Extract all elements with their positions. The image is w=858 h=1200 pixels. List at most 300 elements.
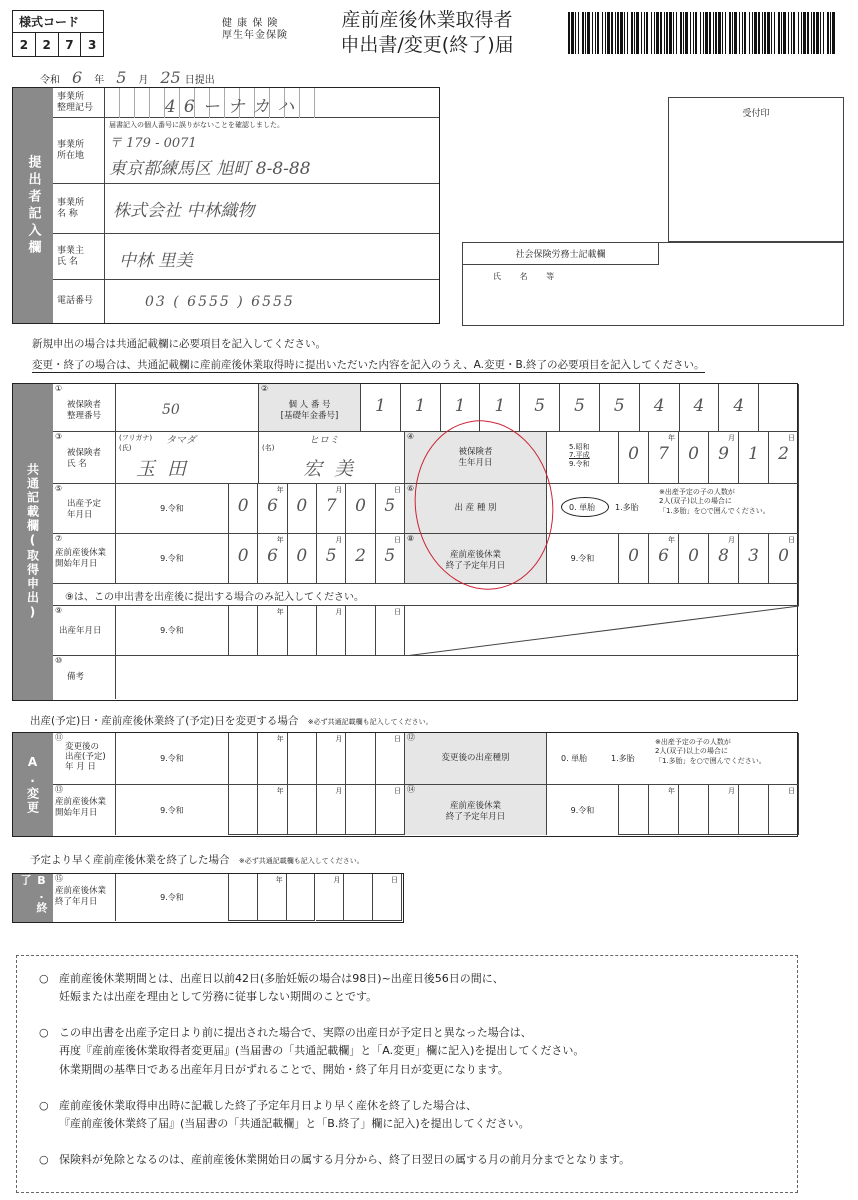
digit-value: 6 xyxy=(267,546,278,566)
f8-date-digits[interactable] xyxy=(619,534,799,584)
bullet-icon: ○ xyxy=(39,972,49,985)
digit-cell[interactable] xyxy=(769,534,799,584)
digit-value: 4 xyxy=(693,396,705,416)
barcode-bar xyxy=(664,12,665,54)
barcode-bar xyxy=(644,12,645,54)
digit-value: 0 xyxy=(237,496,249,516)
f14-era: 9.令和 xyxy=(547,785,619,835)
sectA-intro xyxy=(30,713,433,728)
barcode-bar xyxy=(758,12,760,54)
digit-cell[interactable] xyxy=(258,484,287,534)
submitter-section xyxy=(12,87,440,324)
digit-value: 4 xyxy=(653,396,665,416)
digit-cell[interactable] xyxy=(401,384,441,432)
bottom-note-4-line1: 保険料が免除となるのは、産前産後休業開始日の属する月分から、終了日翌日の属する月の前月分までとなります。 xyxy=(59,1152,631,1166)
form-code-box xyxy=(12,10,104,57)
f6-opt-single[interactable]: 0. 単胎 xyxy=(569,503,596,512)
digit-value: 6 xyxy=(658,546,669,566)
barcode-bar xyxy=(709,12,711,54)
digit-cell[interactable] xyxy=(619,432,649,484)
sectB-intro xyxy=(30,852,364,867)
digit-cell[interactable] xyxy=(739,534,769,584)
digit-value: 5 xyxy=(325,546,337,566)
barcode-bar xyxy=(752,12,753,54)
digit-value: 2 xyxy=(355,546,366,566)
date-unit-mark: 月 xyxy=(335,608,343,616)
f9-note-row xyxy=(53,584,799,606)
barcode-bar xyxy=(718,12,721,54)
barcode-bar xyxy=(793,12,795,54)
bottom-note-3-line2: 『産前産後休業終了届』(当届書の「共通記載欄」と「B.終了」欄に記入)を提出してください。 xyxy=(59,1116,530,1130)
barcode-bar xyxy=(607,12,610,54)
bottom-note-2-line2: 再度『産前産後休業取得者変更届』(当届書の「共通記載欄」と「A.変更」欄に記入)を提出してください。 xyxy=(59,1044,585,1058)
sectB-intro-text: 予定より早く産前産後休業を終了した場合 xyxy=(30,854,230,866)
barcode-bar xyxy=(830,12,831,54)
address-note: 届書記入の個人番号に誤りがないことを確認しました。 xyxy=(109,121,284,129)
f2-label: 個 人 番 号 [基礎年金番号] xyxy=(280,399,339,421)
common-side-label: 共通記載欄(取得申出) xyxy=(13,384,53,700)
barcode-bar xyxy=(685,12,688,54)
f5-label: 出産予定 年月日 xyxy=(67,499,102,520)
barcode-bar xyxy=(788,12,789,54)
sectB-intro-note: ※必ず共通記載欄も記入してください。 xyxy=(238,857,364,865)
bottom-note-1-line2: 妊娠または出産を理由として労務に従事しない期間のことです。 xyxy=(59,990,378,1004)
common-grid xyxy=(53,384,797,700)
digit-cell[interactable] xyxy=(258,874,287,921)
barcode-bar xyxy=(713,12,714,54)
f5-label-cell xyxy=(53,484,116,534)
f13-date-digits[interactable] xyxy=(229,785,405,835)
digit-value: 7 xyxy=(325,496,337,516)
f11-date-digits[interactable] xyxy=(229,733,405,785)
date-year[interactable]: 6 xyxy=(72,68,83,87)
owner-field[interactable] xyxy=(105,234,439,279)
sectA-grid xyxy=(53,733,797,836)
date-unit-mark: 日 xyxy=(788,536,795,544)
digit-cell[interactable] xyxy=(709,432,739,484)
digit-value: 0 xyxy=(296,496,308,516)
barcode-bar xyxy=(705,12,708,54)
date-month[interactable]: 5 xyxy=(116,68,127,87)
barcode-bar xyxy=(715,12,717,54)
f2-label-cell xyxy=(259,384,361,432)
barcode-bar xyxy=(595,12,596,54)
sr-name-label: 氏 名 等 xyxy=(493,272,563,281)
company-value: 株式会社 中林織物 xyxy=(113,201,255,221)
digit-cell[interactable] xyxy=(344,874,373,921)
barcode-bar xyxy=(624,12,625,54)
date-month-unit: 月 xyxy=(138,75,149,86)
digit-cell[interactable] xyxy=(376,484,405,534)
barcode-bar xyxy=(754,12,757,54)
barcode-bar xyxy=(660,12,662,54)
digit-cell[interactable] xyxy=(649,432,679,484)
insurance-type xyxy=(222,18,288,42)
barcode-bar xyxy=(641,12,642,54)
submission-date xyxy=(40,68,215,87)
f1-value: 50 xyxy=(162,402,180,418)
sectB-section xyxy=(12,873,404,923)
f3-num: ③ xyxy=(55,432,63,441)
form-code-digit: 2 xyxy=(13,33,36,56)
digit-value: 5 xyxy=(574,396,585,416)
digit-cell[interactable] xyxy=(600,384,640,432)
digit-cell[interactable] xyxy=(649,785,679,835)
date-unit-mark: 日 xyxy=(393,536,401,544)
digit-value: 0 xyxy=(628,546,639,566)
f1-value-field[interactable] xyxy=(116,384,259,432)
barcode-bar xyxy=(683,12,684,54)
sectA-side-label: A.変更 xyxy=(13,733,53,836)
company-field[interactable] xyxy=(105,184,439,233)
f12-opt-multiple[interactable]: 1.多胎 xyxy=(611,754,635,763)
date-unit-mark: 年 xyxy=(668,787,675,795)
receipt-label: 受付印 xyxy=(742,109,770,119)
date-unit-mark: 年 xyxy=(276,536,284,544)
barcode-bar xyxy=(813,12,815,54)
f8-era: 9.令和 xyxy=(547,534,619,584)
barcode-bar xyxy=(703,12,704,54)
digit-value: 0 xyxy=(778,546,789,566)
digit-cell[interactable] xyxy=(258,606,287,656)
barcode-bar xyxy=(801,12,802,54)
bottom-note-3 xyxy=(39,1097,775,1133)
f14-num: ⑭ xyxy=(407,785,415,794)
digit-cell[interactable] xyxy=(719,384,759,432)
digit-cell[interactable] xyxy=(361,384,401,432)
barcode-bar xyxy=(725,12,726,54)
f6-note: ※出産予定の子の人数が 2人(双子)以上の場合に 「1.多胎」を○で囲んでください。 xyxy=(659,488,770,515)
digit-value: 0 xyxy=(688,546,699,566)
f9-era: 9.令和 xyxy=(116,606,229,656)
form-code-digit: 3 xyxy=(87,37,97,52)
barcode-bar xyxy=(774,12,775,54)
barcode-bar xyxy=(617,12,619,54)
bottom-note-2-line1: この申出書を出産予定日より前に提出された場合で、実際の出産日が予定日と異なった場合は、 xyxy=(59,1026,532,1040)
digit-cell[interactable] xyxy=(287,874,316,921)
digit-cell[interactable] xyxy=(769,785,799,835)
f3-furigana-label: (フリガナ) xyxy=(119,434,153,442)
f8-num: ⑧ xyxy=(407,534,415,543)
insurance-type-pension: 厚生年金保険 xyxy=(222,30,288,41)
digit-cell[interactable] xyxy=(346,733,375,785)
digit-value: 8 xyxy=(718,546,729,566)
barcode-bar xyxy=(744,12,746,54)
f9-void-cell xyxy=(405,606,799,656)
f14-label: 産前産後休業 終了予定年月日 xyxy=(445,801,506,822)
f7-label: 産前産後休業 開始年月日 xyxy=(55,548,107,569)
reg-value-field[interactable] xyxy=(105,88,315,117)
digit-cell[interactable] xyxy=(229,534,258,584)
digit-cell[interactable] xyxy=(346,785,375,835)
bottom-note-2-line3: 休業期間の基準日である出産年月日がずれることで、開始・終了年月日が変更になります。 xyxy=(59,1062,509,1076)
f4-date-digits[interactable] xyxy=(619,432,799,484)
barcode-bar xyxy=(592,12,593,54)
date-day[interactable]: 25 xyxy=(160,68,181,87)
digit-cell[interactable] xyxy=(317,484,346,534)
f6-opt-multiple[interactable]: 1.多胎 xyxy=(615,503,639,512)
digit-cell[interactable] xyxy=(709,785,739,835)
f7-label-cell xyxy=(53,534,116,584)
barcode-bar xyxy=(620,12,623,54)
barcode-bar xyxy=(700,12,701,54)
form-code-title: 様式コード xyxy=(13,11,103,33)
digit-cell[interactable] xyxy=(739,432,769,484)
digit-value: 5 xyxy=(384,496,396,516)
digit-cell[interactable] xyxy=(679,432,709,484)
f3-mei-label: (名) xyxy=(262,444,275,452)
f4-num: ④ xyxy=(407,432,415,441)
digit-value: 0 xyxy=(355,496,366,516)
digit-value: 9 xyxy=(718,444,729,464)
digit-cell[interactable] xyxy=(649,534,679,584)
address-value: 東京都練馬区 旭町 8-8-88 xyxy=(109,159,311,179)
f3-sei: 玉田 xyxy=(136,458,199,480)
barcode-bar xyxy=(651,12,652,54)
barcode-bar xyxy=(666,12,668,54)
f12-label-cell xyxy=(405,733,547,785)
digit-cell[interactable] xyxy=(288,606,317,656)
digit-cell[interactable] xyxy=(317,733,346,785)
digit-cell[interactable] xyxy=(679,785,709,835)
barcode-bar xyxy=(578,12,579,54)
digit-cell[interactable] xyxy=(376,785,405,835)
reg-label: 事業所 整理記号 xyxy=(53,88,105,117)
date-unit-mark: 月 xyxy=(335,735,343,743)
digit-cell[interactable] xyxy=(680,384,720,432)
digit-cell[interactable] xyxy=(317,785,346,835)
digit-cell[interactable] xyxy=(376,733,405,785)
digit-cell[interactable] xyxy=(709,534,739,584)
barcode-bar xyxy=(646,12,648,54)
barcode-bar xyxy=(791,12,792,54)
date-unit-mark: 月 xyxy=(335,486,343,494)
owner-label: 事業主 氏 名 xyxy=(53,234,105,279)
barcode xyxy=(568,12,838,54)
barcode-bar xyxy=(636,12,639,54)
bullet-icon: ○ xyxy=(39,1098,49,1112)
f15-date-digits[interactable] xyxy=(229,874,402,921)
f5-num: ⑤ xyxy=(55,484,63,493)
barcode-bar xyxy=(798,12,799,54)
barcode-bar xyxy=(680,12,682,54)
f4-era-heisei: 7.平成 xyxy=(569,451,590,460)
digit-cell[interactable] xyxy=(373,874,402,921)
digit-cell[interactable] xyxy=(229,606,258,656)
digit-cell[interactable] xyxy=(619,785,649,835)
bullet-icon: ○ xyxy=(39,1152,49,1166)
sectA-intro-note: ※必ず共通記載欄も記入してください。 xyxy=(307,718,433,726)
f1-num: ① xyxy=(55,384,63,393)
date-unit-mark: 月 xyxy=(335,536,343,544)
date-unit-mark: 月 xyxy=(728,536,735,544)
f10-label: 備考 xyxy=(67,672,85,682)
digit-cell[interactable] xyxy=(288,733,317,785)
digit-cell[interactable] xyxy=(317,534,346,584)
digit-value: 6 xyxy=(267,496,278,516)
digit-cell[interactable] xyxy=(759,384,799,432)
digit-cell[interactable] xyxy=(317,606,346,656)
digit-value: 0 xyxy=(628,444,639,464)
digit-cell[interactable] xyxy=(679,534,709,584)
f6-selection-circle xyxy=(561,497,609,517)
digit-cell[interactable] xyxy=(376,534,405,584)
digit-cell[interactable] xyxy=(229,733,258,785)
bottom-note-4 xyxy=(39,1151,775,1169)
barcode-bar xyxy=(749,12,750,54)
f11-label: 変更後の 出産(予定) 年 月 日 xyxy=(65,742,106,773)
phone-row xyxy=(53,280,439,323)
digit-value: 1 xyxy=(414,396,426,416)
f3-surname-field[interactable] xyxy=(116,432,259,484)
date-unit-mark: 日 xyxy=(393,486,401,494)
barcode-bar xyxy=(695,12,697,54)
address-row xyxy=(53,118,439,184)
date-era: 令和 xyxy=(40,75,60,86)
barcode-bar xyxy=(631,12,633,54)
reg-value: 46ーナカハ xyxy=(165,97,303,117)
digit-cell[interactable] xyxy=(229,785,258,835)
f3-givenname-field[interactable] xyxy=(259,432,405,484)
digit-cell[interactable] xyxy=(346,606,375,656)
date-year-unit: 年 xyxy=(94,75,105,86)
date-unit-mark: 年 xyxy=(276,486,284,494)
f4-era-cell[interactable] xyxy=(547,432,619,484)
digit-cell[interactable] xyxy=(288,785,317,835)
sectA-section xyxy=(12,732,798,837)
barcode-bar xyxy=(811,12,812,54)
date-unit-mark: 年 xyxy=(668,434,675,442)
f2-digits[interactable] xyxy=(361,384,799,432)
f3-sei-label: (氏) xyxy=(119,444,132,452)
barcode-bar xyxy=(739,12,740,54)
sr-box xyxy=(462,242,844,326)
digit-cell[interactable] xyxy=(258,534,287,584)
f12-num: ⑫ xyxy=(407,733,415,742)
barcode-bar xyxy=(568,12,570,54)
f5-era: 9.令和 xyxy=(116,484,229,534)
f14-date-digits[interactable] xyxy=(619,785,799,835)
barcode-bar xyxy=(602,12,603,54)
f7-num: ⑦ xyxy=(55,534,63,543)
digit-cell[interactable] xyxy=(376,606,405,656)
digit-value: 1 xyxy=(494,396,506,416)
digit-value: 0 xyxy=(237,546,249,566)
phone-field[interactable] xyxy=(105,280,439,323)
barcode-bar xyxy=(571,12,574,54)
digit-cell[interactable] xyxy=(258,785,287,835)
f13-era: 9.令和 xyxy=(116,785,229,835)
barcode-bar xyxy=(627,12,628,54)
digit-value: 1 xyxy=(374,396,386,416)
f4-label: 被保険者 生年月日 xyxy=(458,446,493,468)
address-field[interactable] xyxy=(105,118,439,183)
f9-label-cell xyxy=(53,606,116,656)
f13-label: 産前産後休業 開始年月日 xyxy=(55,797,107,818)
form-code-digits xyxy=(13,33,103,56)
f4-era-reiwa: 9.令和 xyxy=(569,459,590,468)
f3-label: 被保険者 氏 名 xyxy=(67,448,102,469)
date-unit-mark: 日 xyxy=(393,735,401,743)
f9-num: ⑨ xyxy=(55,606,63,615)
digit-cell[interactable] xyxy=(316,874,345,921)
f12-value-field[interactable] xyxy=(547,733,799,785)
bottom-note-1 xyxy=(39,970,775,1006)
digit-cell[interactable] xyxy=(258,733,287,785)
date-unit-mark: 日 xyxy=(393,787,401,795)
barcode-bar xyxy=(611,12,613,54)
note-new-application: 新規申出の場合は共通記載欄に必要項目を記入してください。 xyxy=(32,338,326,350)
digit-cell[interactable] xyxy=(769,432,799,484)
f9-note: ⑨は、この申出書を出産後に提出する場合のみ記入してください。 xyxy=(65,592,364,603)
f5-date-digits[interactable] xyxy=(229,484,405,534)
barcode-bar xyxy=(820,12,821,54)
digit-cell[interactable] xyxy=(640,384,680,432)
barcode-bar xyxy=(575,12,576,54)
date-unit-mark: 日 xyxy=(788,434,795,442)
f12-opt-single[interactable]: 0. 単胎 xyxy=(561,754,588,763)
date-unit-mark: 月 xyxy=(728,787,735,795)
digit-value: 4 xyxy=(733,396,745,416)
sectA-intro-text: 出産(予定)日・産前産後休業終了(予定)日を変更する場合 xyxy=(30,715,299,727)
f10-num: ⑩ xyxy=(55,656,63,665)
digit-value: 2 xyxy=(778,444,789,464)
digit-cell[interactable] xyxy=(288,484,317,534)
common-section xyxy=(12,383,798,701)
f15-era: 9.令和 xyxy=(116,874,229,921)
digit-cell[interactable] xyxy=(229,874,258,921)
f15-label: 産前産後休業 終了年月日 xyxy=(55,886,107,907)
insurance-type-health: 健 康 保 険 xyxy=(222,18,279,29)
date-unit-mark: 月 xyxy=(728,434,735,442)
f11-era: 9.令和 xyxy=(116,733,229,785)
f6-value-field[interactable] xyxy=(547,484,799,534)
digit-cell[interactable] xyxy=(288,534,317,584)
digit-cell[interactable] xyxy=(229,484,258,534)
digit-cell[interactable] xyxy=(520,384,560,432)
digit-value: 7 xyxy=(658,444,669,464)
barcode-bar xyxy=(827,12,829,54)
barcode-bar xyxy=(832,12,835,54)
f3-furigana-mei: ヒロミ xyxy=(309,435,339,446)
barcode-bar xyxy=(634,12,635,54)
form-code-digit: 2 xyxy=(36,33,59,56)
barcode-bar xyxy=(656,12,659,54)
date-unit-mark: 年 xyxy=(276,787,284,795)
f10-remarks-field[interactable] xyxy=(116,656,799,699)
digit-value: 0 xyxy=(296,546,308,566)
barcode-bar xyxy=(764,12,766,54)
date-unit-mark: 日 xyxy=(788,787,795,795)
digit-cell[interactable] xyxy=(560,384,600,432)
f9-date-digits[interactable] xyxy=(229,606,405,656)
f3-label-cell xyxy=(53,432,116,484)
date-unit-mark: 年 xyxy=(276,608,284,616)
f7-date-digits[interactable] xyxy=(229,534,405,584)
digit-cell[interactable] xyxy=(619,534,649,584)
owner-row xyxy=(53,234,439,280)
digit-value: 1 xyxy=(454,396,466,416)
form-title xyxy=(327,8,527,57)
phone-value: 03 ( 6555 ) 6555 xyxy=(145,294,295,310)
digit-cell[interactable] xyxy=(346,484,375,534)
digit-cell[interactable] xyxy=(739,785,769,835)
barcode-bar xyxy=(742,12,743,54)
digit-value: 1 xyxy=(748,444,759,464)
digit-cell[interactable] xyxy=(346,534,375,584)
bullet-icon: ○ xyxy=(39,1026,49,1040)
barcode-bar xyxy=(767,12,770,54)
